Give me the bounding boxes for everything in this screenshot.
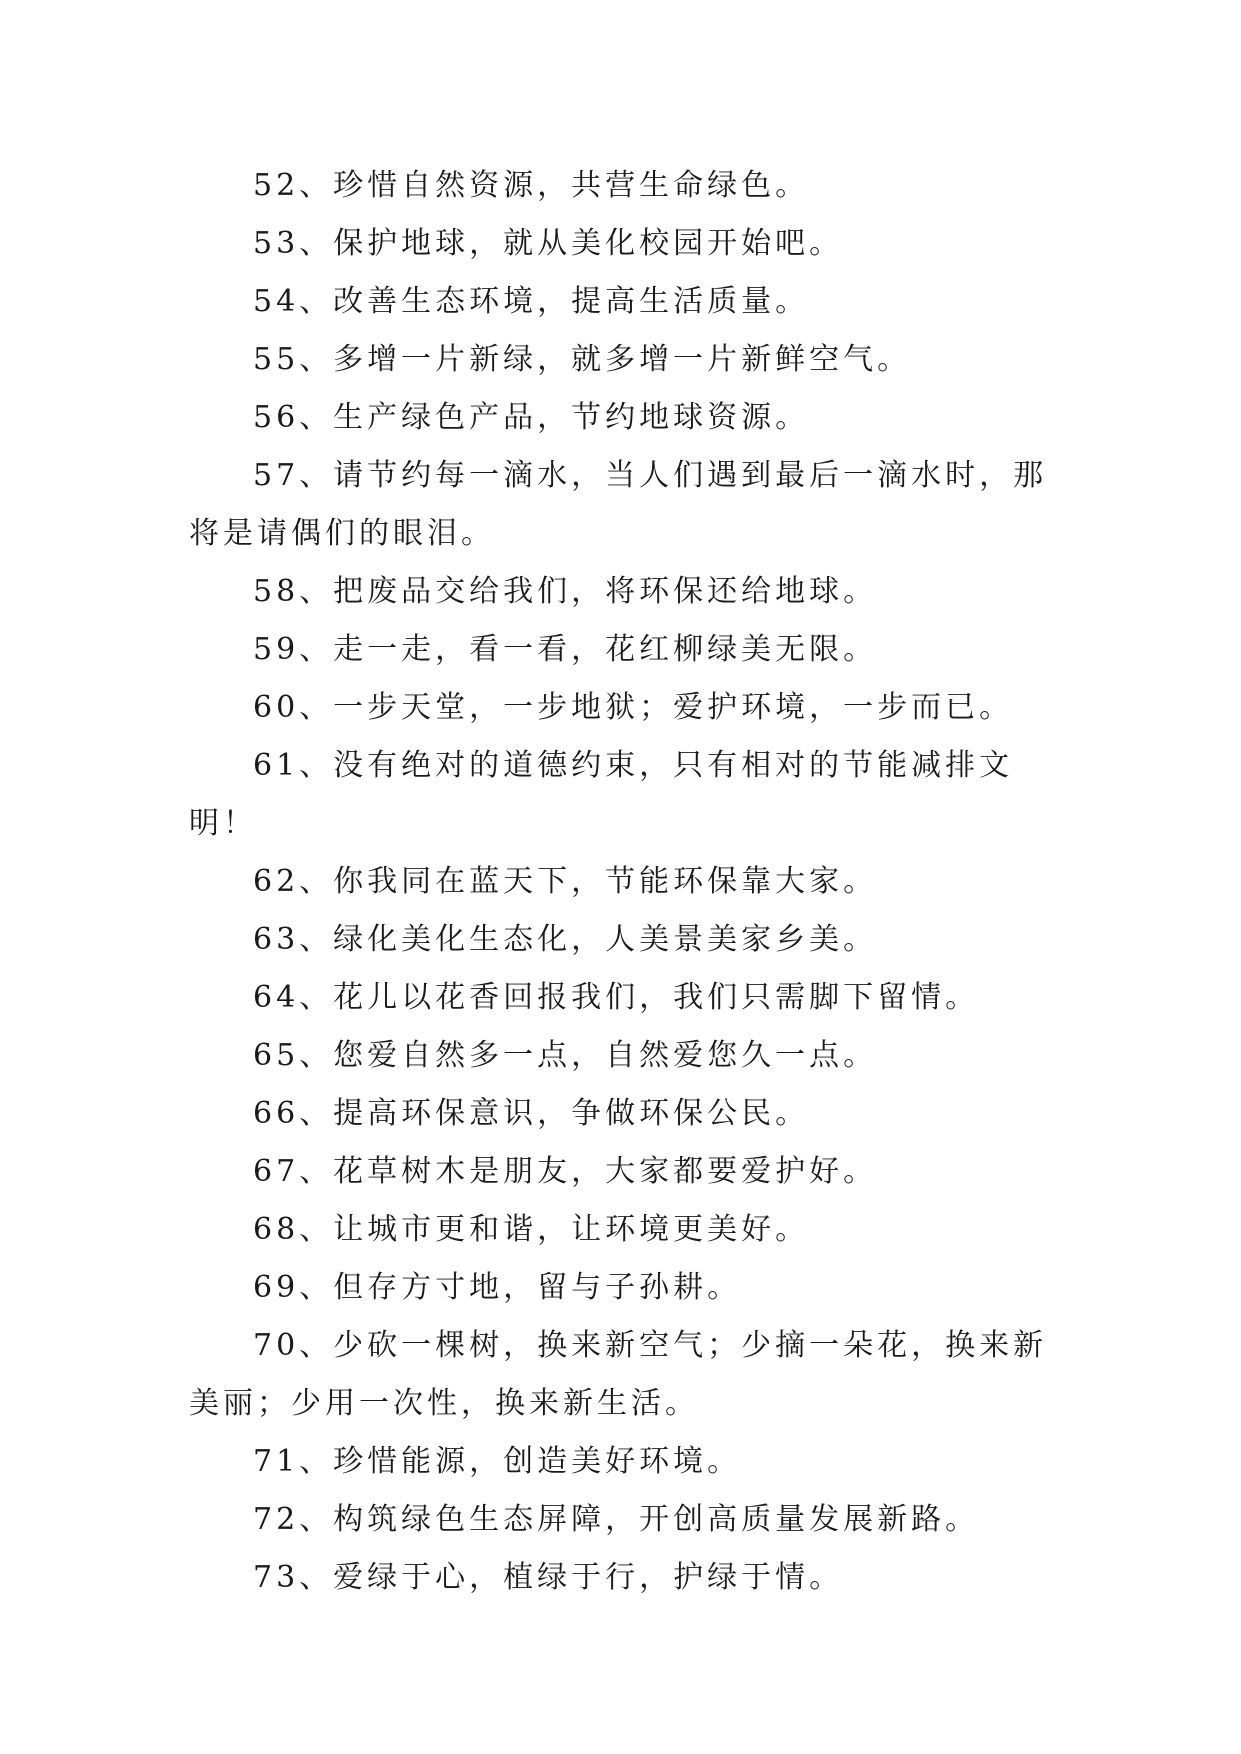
slogan-list: [189, 157, 1059, 1607]
slogan-item-56: 56、生产绿色产品，节约地球资源。: [253, 400, 810, 435]
slogan-item-63: 63、绿化美化生态化，人美景美家乡美。: [253, 922, 878, 957]
slogan-item-62: 62、你我同在蓝天下，节能环保靠大家。: [253, 864, 878, 899]
slogan-item-73: 73、爱绿于心，植绿于行，护绿于情。: [253, 1560, 844, 1595]
slogan-item-71: 71、珍惜能源，创造美好环境。: [253, 1444, 742, 1479]
slogan-item-52: 52、珍惜自然资源，共营生命绿色。: [253, 168, 810, 203]
slogan-item-64: 64、花儿以花香回报我们，我们只需脚下留情。: [253, 980, 980, 1015]
slogan-item-57: 57、请节约每一滴水，当人们遇到最后一滴水时，那将是请偶们的眼泪。: [189, 458, 1048, 551]
slogan-item-53: 53、保护地球，就从美化校园开始吧。: [253, 226, 844, 261]
slogan-item-69: 69、但存方寸地，留与子孙耕。: [253, 1270, 742, 1305]
slogan-item-70: 70、少砍一棵树，换来新空气；少摘一朵花，换来新美丽；少用一次性，换来新生活。: [189, 1328, 1048, 1421]
slogan-item-54: 54、改善生态环境，提高生活质量。: [253, 284, 810, 319]
slogan-item-60: 60、一步天堂，一步地狱；爱护环境，一步而已。: [253, 690, 1014, 725]
slogan-item-66: 66、提高环保意识，争做环保公民。: [253, 1096, 810, 1131]
slogan-item-65: 65、您爱自然多一点，自然爱您久一点。: [253, 1038, 878, 1073]
slogan-item-61: 61、没有绝对的道德约束，只有相对的节能减排文明！: [189, 748, 1014, 841]
slogan-item-67: 67、花草树木是朋友，大家都要爱护好。: [253, 1154, 878, 1189]
slogan-item-55: 55、多增一片新绿，就多增一片新鲜空气。: [253, 342, 912, 377]
slogan-item-72: 72、构筑绿色生态屏障，开创高质量发展新路。: [253, 1502, 980, 1537]
slogan-item-58: 58、把废品交给我们，将环保还给地球。: [253, 574, 878, 609]
slogan-item-59: 59、走一走，看一看，花红柳绿美无限。: [253, 632, 878, 667]
slogan-item-68: 68、让城市更和谐，让环境更美好。: [253, 1212, 810, 1247]
